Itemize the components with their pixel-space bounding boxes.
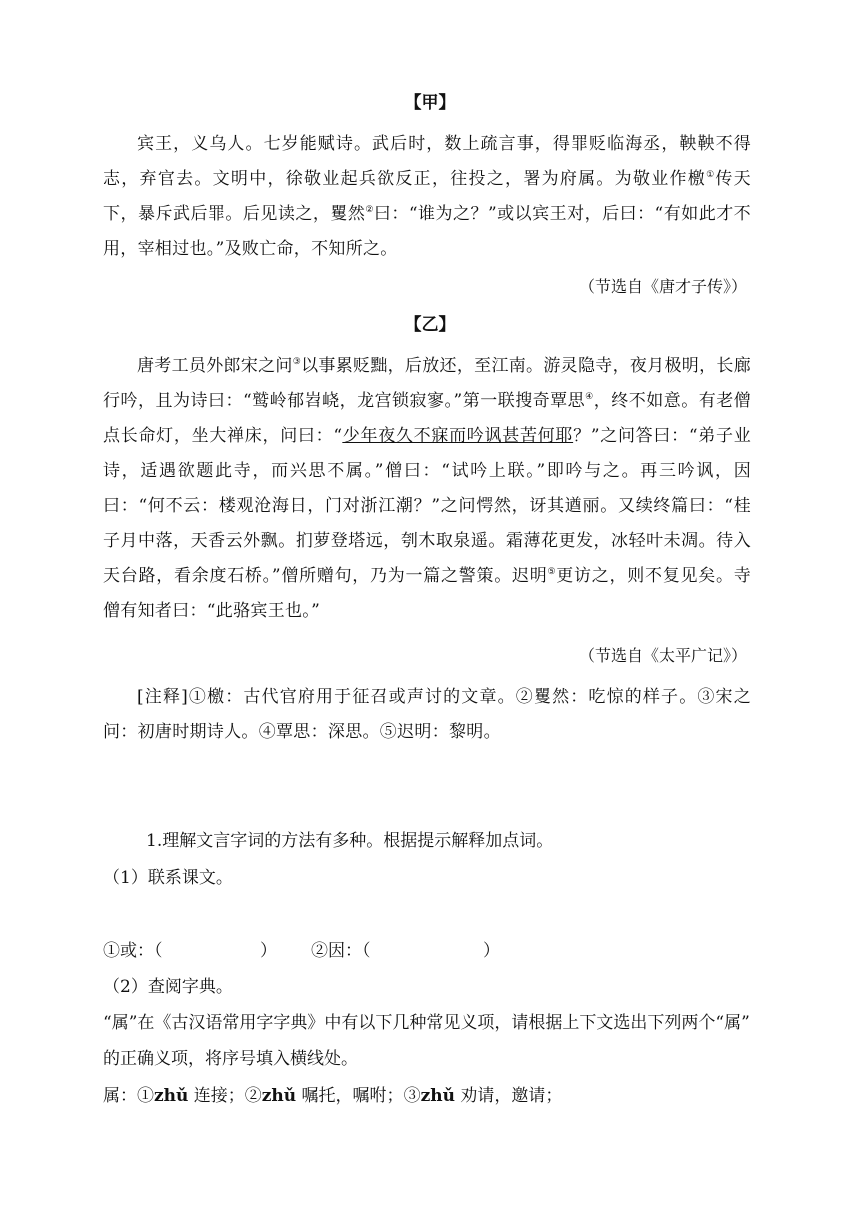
definition-3-text: 劝请，邀请； <box>454 1086 563 1106</box>
definition-2-text: 嘱托，嘱咐； <box>296 1086 404 1106</box>
footnote-marker-5: ⑤ <box>547 567 557 577</box>
source-yi: （节选自《太平广记》） <box>578 646 747 665</box>
question-2-text-1: “属”在《古汉语常用字字典》中有以下几种常见义项，请根据上下文选出下列两个“属” <box>103 1013 750 1033</box>
yi-text-2b: ，终不如意。有 <box>593 391 717 411</box>
definition-1-number: ① <box>137 1086 154 1106</box>
yi-text-3b: ？”之问答曰：“弟子 <box>573 426 734 446</box>
annotation-line-1: [注释]①檄：古代官府用于征召或声讨的文章。②矍然：吃惊的样子。③宋之问： <box>103 687 751 742</box>
footnote-marker-1: ① <box>706 170 716 180</box>
jia-line-5: 曰：“谁为之？”或以宾王对，后曰：“有如此才不用，宰 <box>103 204 751 259</box>
definition-2-pinyin: zhǔ <box>261 1086 297 1106</box>
yi-text-1b: 以事累贬黜，后放还，至江南。游灵隐寺，夜月极明， <box>301 356 717 376</box>
yi-text-4: 业诗，适遇欲题此寺，而兴思不属。”僧曰：“试吟上联。”即吟与之。再三吟讽，因曰： <box>103 426 751 516</box>
definition-1-text: 连接； <box>188 1086 245 1106</box>
annotation-line-2: 初唐时期诗人。④覃思：深思。⑤迟明：黎明。 <box>137 722 501 742</box>
yi-text-3a: 老僧点长命灯，坐大禅床，问曰：“ <box>103 391 751 446</box>
definition-label: 属： <box>103 1086 137 1106</box>
answer-blank-2[interactable] <box>311 939 371 963</box>
underlined-sentence: 少年夜久不寐而吟讽甚苦何耶 <box>342 426 574 446</box>
yi-text-7a: 看余度石桥。”僧所赠句，乃为一篇之警策。迟明 <box>173 566 548 586</box>
jia-line-4: 暴斥武后罪。后见读之，矍然 <box>137 204 366 224</box>
subquestion-2-label: （2）查阅字典。 <box>103 977 233 997</box>
yi-text-5: “何不云：楼观沧海日，门对浙江潮？”之问愕然，讶其遒丽。又续终篇曰：“桂子月中 <box>103 496 752 551</box>
blank-2-close: ） <box>483 941 500 961</box>
definition-3-pinyin: zhǔ <box>420 1086 455 1106</box>
footnote-marker-4: ④ <box>585 392 594 402</box>
answer-blank-1[interactable] <box>103 939 163 963</box>
blank-1-close: ） <box>260 941 277 961</box>
jia-line-3: 传天下， <box>103 169 751 224</box>
question-2-text-2: 的正确义项，将序号填入横线处。 <box>103 1049 358 1069</box>
subquestion-1-label: （1）联系课文。 <box>103 868 233 888</box>
definition-2-number: ② <box>244 1086 262 1106</box>
annotations <box>103 680 751 750</box>
source-jia: （节选自《唐才子传》） <box>578 277 747 296</box>
yi-text-7b: 更访之，则不复见矣。寺僧有知者 <box>103 566 751 621</box>
yi-text-1a: 唐考工员外郎宋之问 <box>137 356 293 376</box>
passage-yi <box>103 349 751 629</box>
question-1: 1.理解文言字词的方法有多种。根据提示解释加点词。 <box>146 831 554 851</box>
footnote-marker-2: ② <box>365 205 374 215</box>
yi-text-8: 曰：“此骆宾王也。” <box>172 601 321 621</box>
footnote-marker-3: ③ <box>292 357 302 367</box>
dictionary-definitions <box>103 1084 562 1108</box>
heading-yi: 【乙】 <box>404 315 456 335</box>
jia-line-1: 宾王，义乌人。七岁能赋诗。武后时，数上疏言事，得罪贬临海丞，鞅鞅不 <box>137 134 734 154</box>
definition-3-number: ③ <box>403 1086 421 1106</box>
jia-line-2: 得志，弃官去。文明中，徐敬业起兵欲反正，往投之，署为府属。为敬业作檄 <box>103 134 751 189</box>
jia-line-6: 相过也。”及败亡命，不知所之。 <box>154 239 398 259</box>
blank-2-label: ②因：（ <box>311 941 371 961</box>
yi-text-2a: 长廊行吟，且为诗曰：“鹫岭郁岧峣，龙宫锁寂寥。”第一联搜奇覃思 <box>103 356 751 411</box>
definition-1-pinyin: zhǔ <box>154 1086 189 1106</box>
blank-1-label: ①或：（ <box>103 941 163 961</box>
yi-text-6: 落，天香云外飘。扪萝登塔远，刳木取泉遥。霜薄花更发，冰轻叶未凋。待入天台路， <box>103 531 751 586</box>
heading-jia: 【甲】 <box>404 93 456 113</box>
passage-jia <box>103 127 751 267</box>
